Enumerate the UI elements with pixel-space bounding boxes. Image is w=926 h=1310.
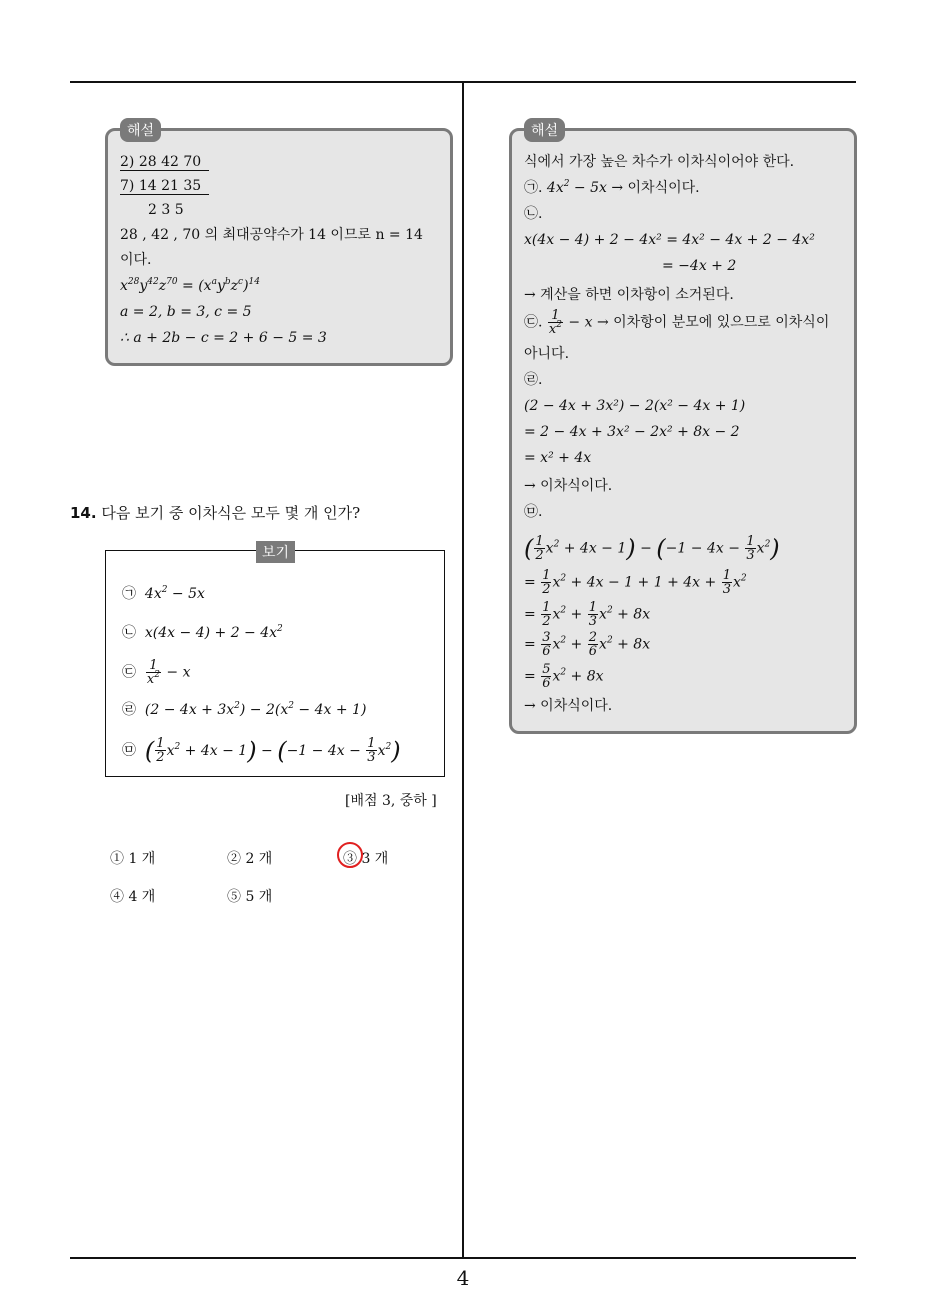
- exp-line-19: = $\frac{5}{6}$ $x^2 + 8x$: [524, 662, 604, 691]
- bogi-item-4: ㉣ $(2 - 4x + 3x^2) - 2(x^2 - 4x + 1)$: [122, 701, 367, 718]
- bogi-item-5: ㉤ ( $\frac{1}{2}$ $x^2 + 4x - 1) - (-1 - 4x$ − $\frac{1}{3}$ $x^2$): [122, 736, 401, 765]
- exp-line-2: ㉠. $4x^2 - 5x$ → 이차식이다.: [524, 179, 700, 196]
- choice-3[interactable]: ③ 3 개: [343, 851, 389, 867]
- score-difficulty: [배점 3, 중하 ]: [345, 793, 437, 809]
- exp-line-17: = $\frac{1}{2}$ $x^2$ + $\frac{1}{3}$ $x^2 + 8x$: [524, 600, 651, 629]
- bogi-item-1: ㉠ $4x^2 - 5x$: [122, 585, 205, 602]
- right-explanation-box: [509, 123, 857, 734]
- exp-line-8: 아니다.: [524, 346, 570, 362]
- question-number: 14.: [70, 504, 97, 522]
- question-text: 다음 보기 중 이차식은 모두 몇 개 인가?: [101, 504, 361, 522]
- bogi-item-3: ㉢ $\frac{1}{x^2}$ − x: [122, 658, 191, 687]
- division-row-2: 7) 14 21 35: [120, 177, 209, 195]
- exp-line-12: = x² + 4x: [524, 450, 592, 466]
- page-number: 4: [456, 1266, 470, 1290]
- gcd-text: 28 , 42 , 70 의 최대공약수가 14 이므로 n = 14: [120, 227, 423, 243]
- exp-line-5: = −4x + 2: [662, 258, 737, 274]
- bogi-tag: 보기: [256, 541, 295, 563]
- exp-line-7: ㉢. $\frac{1}{x^2}$ − x → 이차항이 분모에 있으므로 이차식이: [524, 308, 830, 337]
- exp-line-15: ( $\frac{1}{2}$ $x^2 + 4x - 1) - (-1 - 4x$ − $\frac{1}{3}$ $x^2$): [524, 534, 780, 563]
- exp-line-14: ㉤.: [524, 504, 543, 520]
- exp-line-20: → 이차식이다.: [524, 698, 613, 714]
- explanation-tag: 해설: [524, 118, 565, 142]
- exp-line-13: → 이차식이다.: [524, 478, 613, 494]
- choice-5[interactable]: ⑤ 5 개: [227, 889, 273, 905]
- exp-line-18: = $\frac{3}{6}$ $x^2$ + $\frac{2}{6}$ $x^2 + 8x$: [524, 630, 651, 659]
- column-divider: [462, 83, 464, 1257]
- division-row-3: 2 3 5: [148, 202, 184, 218]
- exponent-equation: $x^{28}y^{42}z^{70} = (x^ay^bz^c)^{14}$: [120, 277, 260, 294]
- question-title: [70, 502, 360, 523]
- bogi-box: [105, 545, 445, 777]
- explanation-tag: 해설: [120, 118, 161, 142]
- choice-4[interactable]: ④ 4 개: [110, 889, 156, 905]
- exp-line-16: = $\frac{1}{2}$ $x^2 + 4x - 1 + 1 + 4x$ + $\frac{1}{3}$ $x^2$: [524, 568, 747, 597]
- left-explanation-box: [105, 123, 453, 366]
- exp-line-9: ㉣.: [524, 372, 543, 388]
- bogi-item-2: ㉡ $x(4x - 4) + 2 - 4x^2$: [122, 624, 283, 641]
- final-answer: ∴ a + 2b − c = 2 + 6 − 5 = 3: [120, 330, 327, 346]
- gcd-text-end: 이다.: [120, 252, 152, 268]
- exp-line-3: ㉡.: [524, 206, 543, 222]
- choice-2[interactable]: ② 2 개: [227, 851, 273, 867]
- exp-line-6: → 계산을 하면 이차항이 소거된다.: [524, 287, 734, 303]
- division-row-1: 2) 28 42 70: [120, 153, 209, 171]
- exp-line-1: 식에서 가장 높은 차수가 이차식이어야 한다.: [524, 154, 795, 170]
- choice-1[interactable]: ① 1 개: [110, 851, 156, 867]
- exp-line-4: x(4x − 4) + 2 − 4x² = 4x² − 4x + 2 − 4x²: [524, 232, 815, 248]
- exp-line-11: = 2 − 4x + 3x² − 2x² + 8x − 2: [524, 424, 740, 440]
- answer-mark-circle: [337, 842, 363, 868]
- exp-line-10: (2 − 4x + 3x²) − 2(x² − 4x + 1): [524, 398, 746, 414]
- abc-values: a = 2, b = 3, c = 5: [120, 304, 252, 320]
- bottom-rule: [70, 1257, 856, 1259]
